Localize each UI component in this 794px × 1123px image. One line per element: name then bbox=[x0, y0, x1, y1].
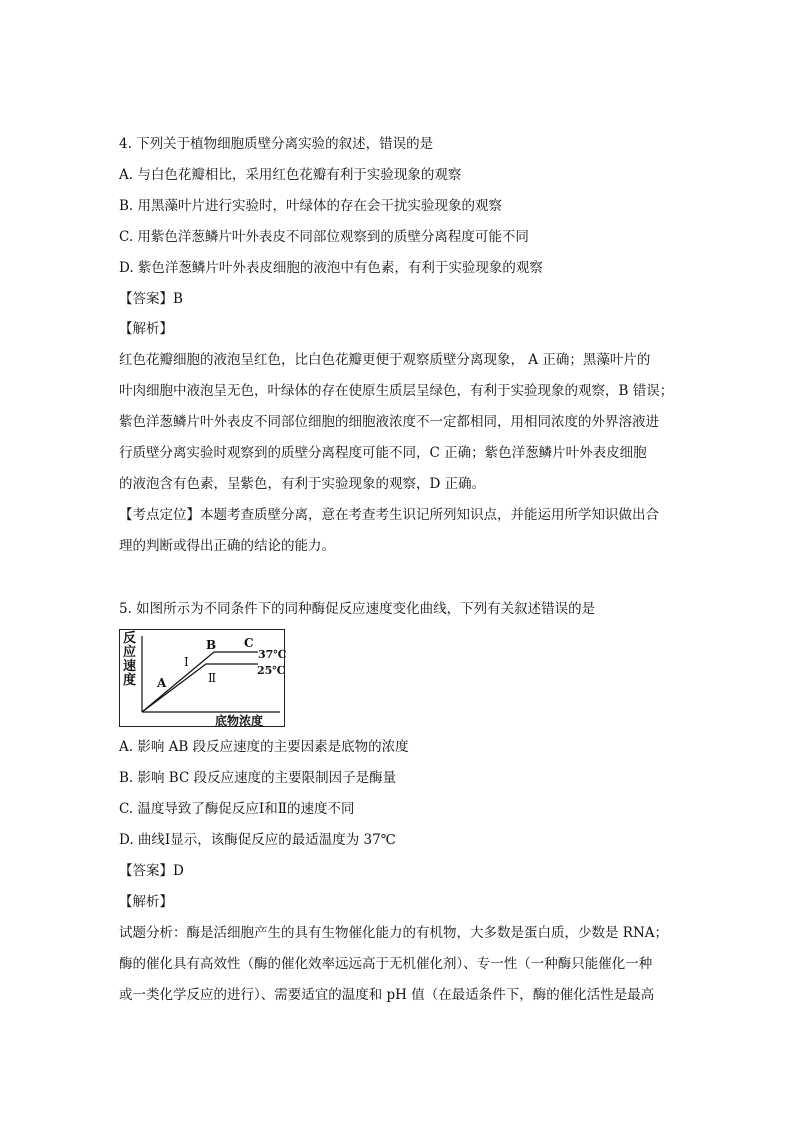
q4-analysis-line: 紫色洋葱鳞片叶外表皮不同部位细胞的细胞液浓度不一定都相同，用相同浓度的外界溶液进 bbox=[119, 414, 659, 430]
series-label-25: 25℃ bbox=[257, 664, 286, 677]
point-label-b: B bbox=[206, 638, 217, 652]
q4-kaodian-line: 【考点定位】本题考查质壁分离，意在考查考生识记所列知识点，并能运用所学知识做出合 bbox=[119, 507, 659, 523]
point-label-c: C bbox=[244, 636, 254, 650]
q4-analysis-line: 行质壁分离实验时观察到的质壁分离程度可能不同，C 正确；紫色洋葱鳞片叶外表皮细胞 bbox=[119, 445, 647, 461]
y-axis-label-char: 速 bbox=[123, 659, 137, 674]
series-label-37: 37℃ bbox=[258, 648, 286, 661]
q5-option-d: D. 曲线Ⅰ显示，该酶促反应的最适温度为 37℃ bbox=[119, 832, 396, 848]
x-axis-label: 底物浓度 bbox=[215, 714, 264, 728]
q5-option-c: C. 温度导致了酶促反应Ⅰ和Ⅱ的速度不同 bbox=[119, 801, 355, 817]
q4-answer: 【答案】B bbox=[119, 291, 183, 307]
point-label-a: A bbox=[157, 676, 167, 690]
y-axis-label-char: 应 bbox=[123, 645, 137, 660]
q4-stem: 4. 下列关于植物细胞质壁分离实验的叙述，错误的是 bbox=[119, 136, 434, 152]
q5-analysis-line: 酶的催化具有高效性（酶的催化效率远远高于无机催化剂）、专一性（一种酶只能催化一种 bbox=[119, 956, 653, 972]
y-axis-label-char: 度 bbox=[123, 673, 137, 688]
curve-label-II: Ⅱ bbox=[208, 671, 217, 685]
y-axis-label-char: 反 bbox=[123, 631, 137, 646]
q5-option-a: A. 影响 AB 段反应速度的主要因素是底物的浓度 bbox=[119, 739, 409, 755]
curve-label-I: Ⅰ bbox=[184, 655, 189, 669]
q4-option-c: C. 用紫色洋葱鳞片叶外表皮不同部位观察到的质壁分离程度可能不同 bbox=[119, 229, 529, 245]
q5-analysis-title: 【解析】 bbox=[119, 894, 173, 910]
q5-option-b: B. 影响 BC 段反应速度的主要限制因子是酶量 bbox=[119, 770, 397, 786]
q4-kaodian-line: 理的判断或得出正确的结论的能力。 bbox=[119, 538, 335, 554]
q4-analysis-line: 红色花瓣细胞的液泡呈红色，比白色花瓣更便于观察质壁分离现象， A 正确；黑藻叶片的 bbox=[119, 352, 651, 368]
q4-option-b: B. 用黑藻叶片进行实验时，叶绿体的存在会干扰实验现象的观察 bbox=[119, 198, 503, 214]
q4-analysis-title: 【解析】 bbox=[119, 321, 173, 337]
chart-plot bbox=[120, 630, 286, 728]
q5-analysis-line: 或一类化学反应的进行）、需要适宜的温度和 pH 值（在最适条件下，酶的催化活性是最高 bbox=[119, 987, 655, 1003]
enzyme-rate-chart bbox=[119, 629, 285, 727]
q4-option-a: A. 与白色花瓣相比，采用红色花瓣有利于实验现象的观察 bbox=[119, 167, 462, 183]
q5-answer: 【答案】D bbox=[119, 863, 184, 879]
q4-option-d: D. 紫色洋葱鳞片叶外表皮细胞的液泡中有色素，有利于实验现象的观察 bbox=[119, 260, 543, 276]
q5-analysis-line: 试题分析：酶是活细胞产生的具有生物催化能力的有机物，大多数是蛋白质，少数是 RNA； bbox=[119, 925, 669, 941]
q5-stem: 5. 如图所示为不同条件下的同种酶促反应速度变化曲线，下列有关叙述错误的是 bbox=[119, 601, 596, 617]
q4-analysis-line: 叶肉细胞中液泡呈无色，叶绿体的存在使原生质层呈绿色，有利于实验现象的观察，B 错误； bbox=[119, 383, 674, 399]
q4-analysis-line: 的液泡含有色素，呈紫色，有利于实验现象的观察，D 正确。 bbox=[119, 476, 486, 492]
